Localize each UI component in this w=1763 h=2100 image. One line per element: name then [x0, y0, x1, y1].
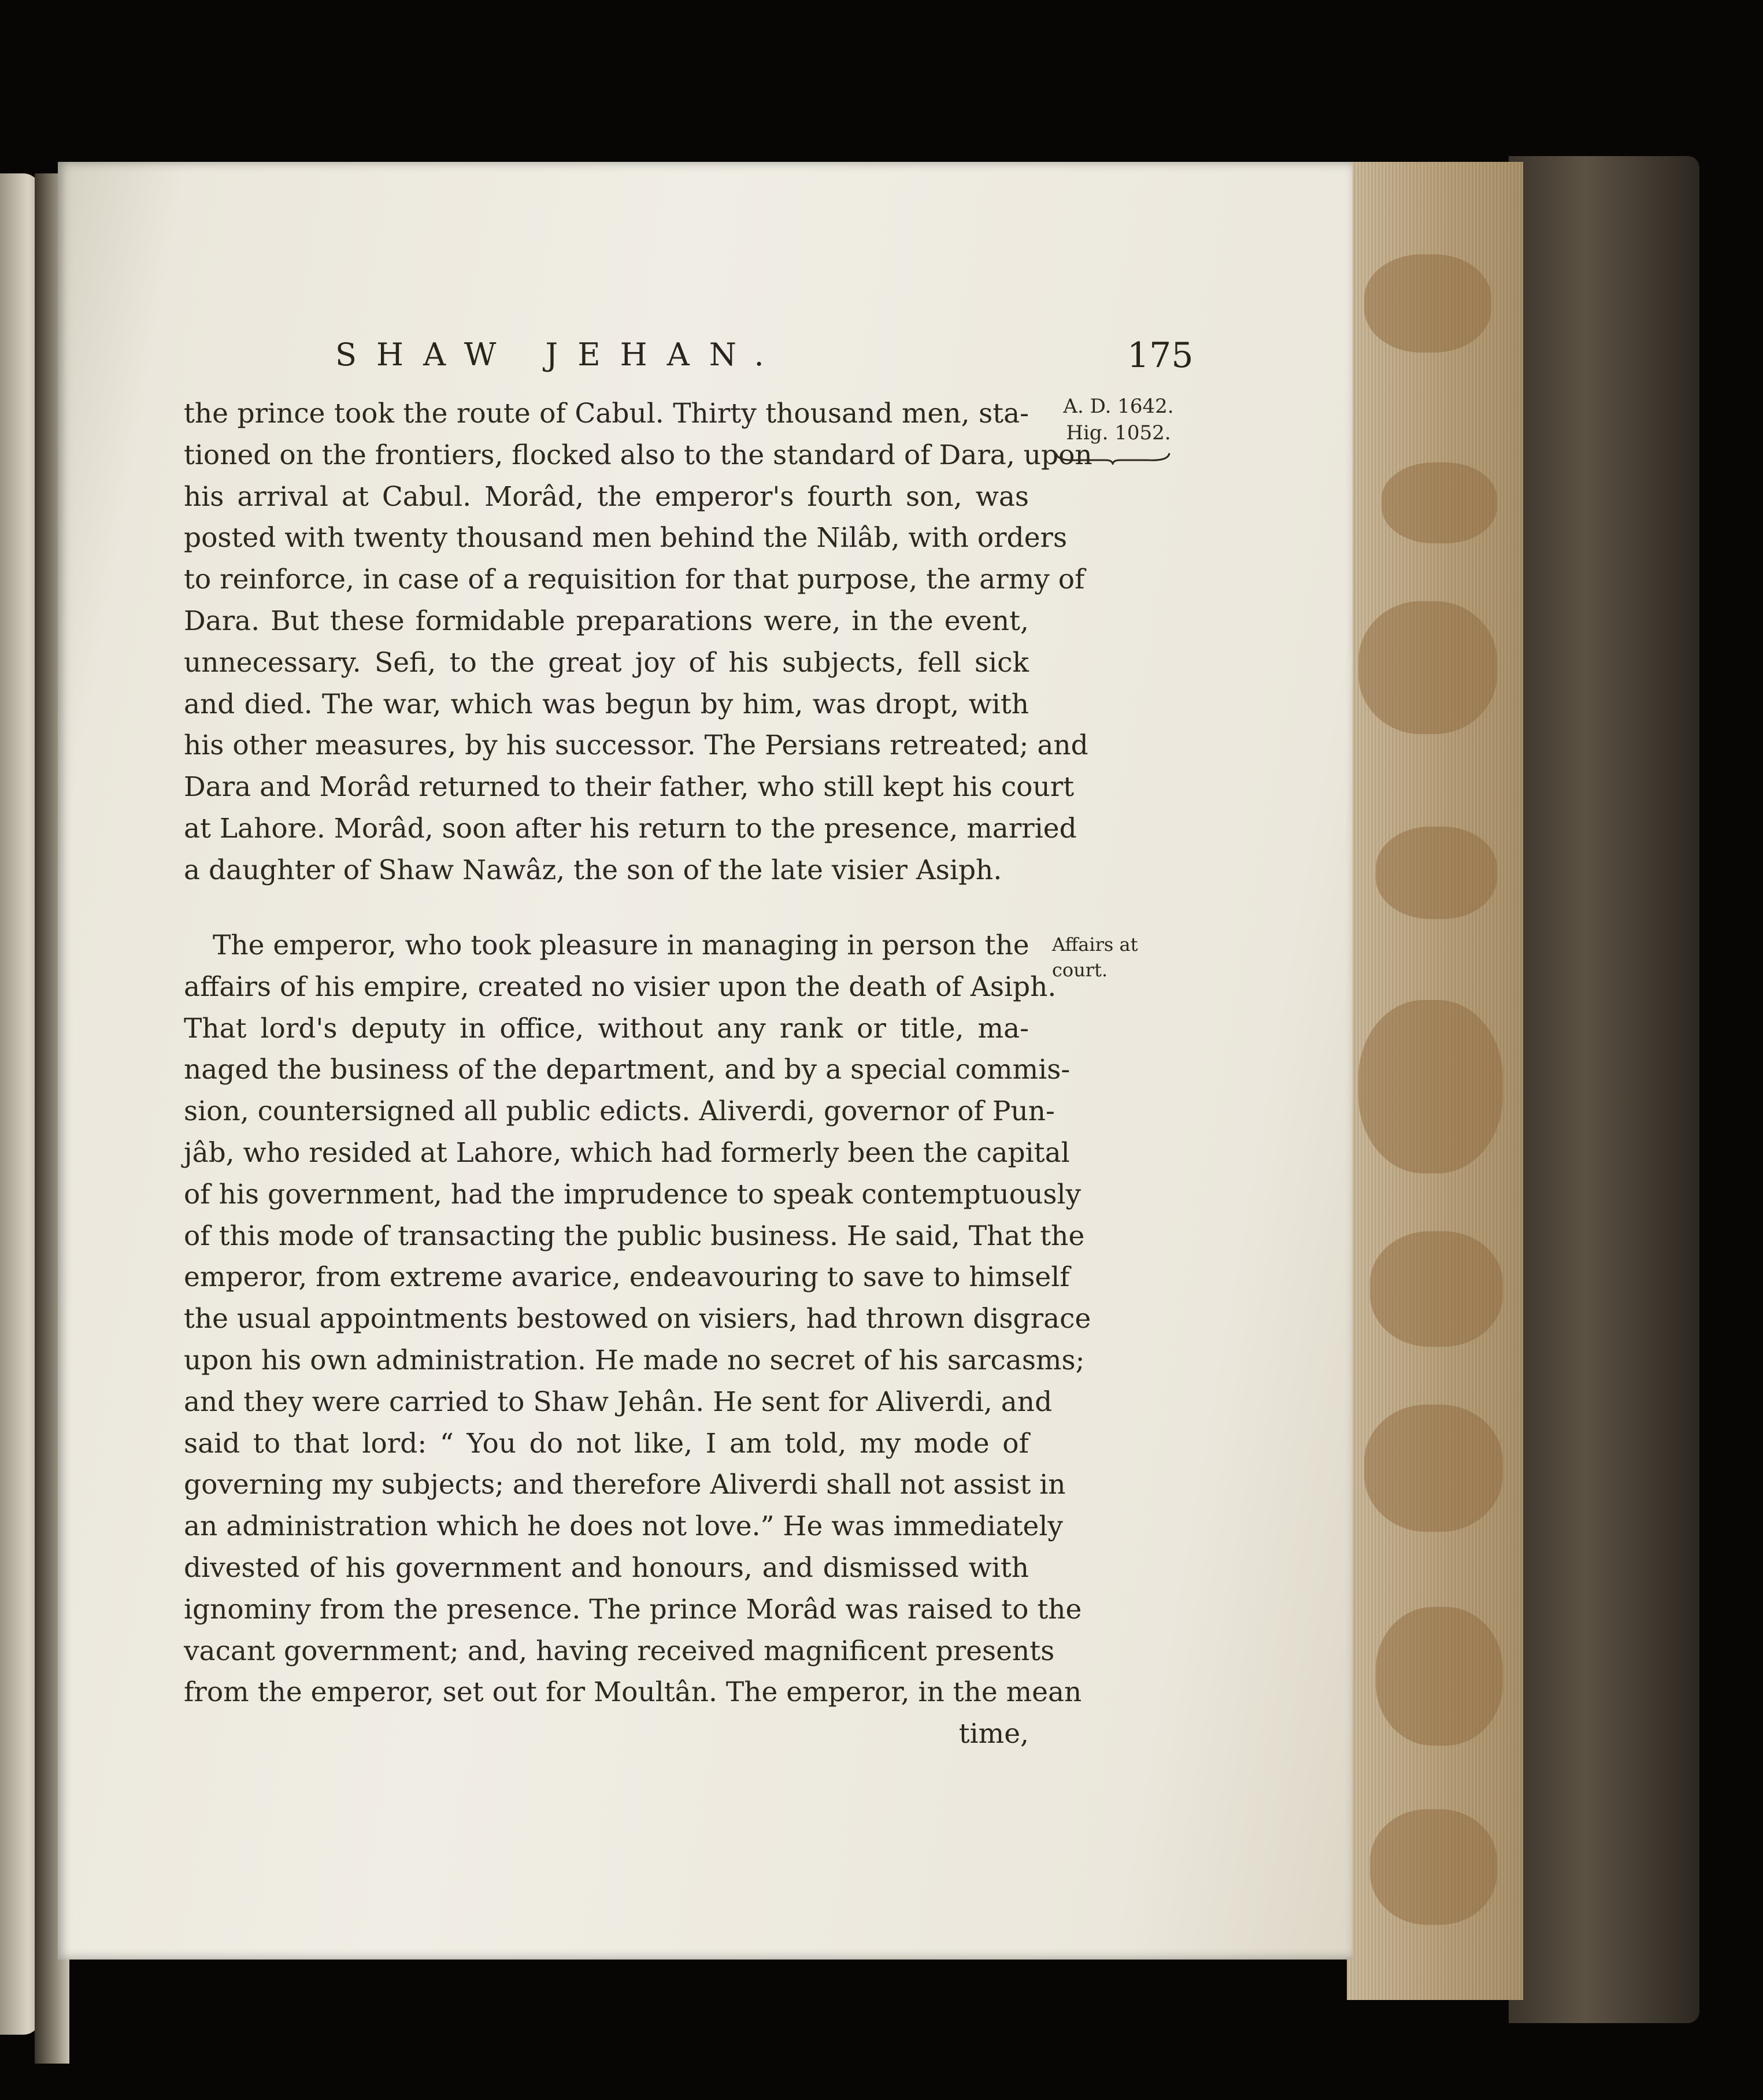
running-title: SHAW JEHAN. [335, 336, 784, 373]
text-line: affairs of his empire, created no visier upon the death of Asiph. [184, 971, 1057, 1003]
text-line: and they were carried to Shaw Jehân. He sent for Aliverdi, and [184, 1386, 1053, 1418]
margin-note-affairs-line2: court. [1052, 959, 1108, 981]
paragraph-1 [184, 393, 1092, 891]
text-line: unnecessary. Sefi, to the great joy of his subjects, fell sick [184, 646, 1029, 679]
text-line: said to that lord: “ You do not like, I am told, my mode of [184, 1427, 1029, 1460]
text-line: jâb, who resided at Lahore, which had formerly been the capital [184, 1136, 1070, 1169]
text-line: emperor, from extreme avarice, endeavouring to save to himself [184, 1261, 1070, 1294]
text-line: tioned on the frontiers, flocked also to the standard of Dara, upon [184, 439, 1092, 471]
text-line: an administration which he does not love.” He was immediately [184, 1510, 1063, 1543]
text-line: of his government, had the imprudence to speak contemptuously [184, 1178, 1081, 1210]
text-line: The emperor, who took pleasure in managing in person the [213, 929, 1029, 961]
page-number: 175 [1127, 335, 1194, 376]
text-line: upon his own administration. He made no secret of his sarcasms; [184, 1344, 1085, 1376]
text-line: to reinforce, in case of a requisition for that purpose, the army of [184, 564, 1085, 596]
text-line: divested of his government and honours, and dismissed with [184, 1551, 1029, 1584]
text-line: ignominy from the presence. The prince Morâd was raised to the [184, 1593, 1082, 1625]
text-line: Dara. But these formidable preparations were, in the event, [184, 605, 1029, 637]
margin-note-year-ad: A. D. 1642. [1063, 395, 1174, 418]
text-line: the usual appointments bestowed on visiers, had thrown disgrace [184, 1303, 1091, 1335]
text-line: vacant government; and, having received magnificent presents [184, 1635, 1055, 1667]
catchword: time, [958, 1718, 1029, 1750]
page-fore-edge [1347, 162, 1523, 2000]
text-line: the prince took the route of Cabul. Thirty thousand men, sta- [184, 398, 1029, 429]
margin-note-affairs [1052, 932, 1156, 983]
text-line: and died. The war, which was begun by him, was dropt, with [184, 688, 1029, 720]
text-line: his other measures, by his successor. The Persians retreated; and [184, 729, 1088, 762]
text-line: posted with twenty thousand men behind the Nilâb, with orders [184, 522, 1068, 554]
text-line: his arrival at Cabul. Morâd, the emperor's fourth son, was [184, 480, 1029, 513]
margin-note-year-hegira: Hig. 1052. [1066, 421, 1171, 445]
running-head [0, 336, 1763, 388]
text-line: of this mode of transacting the public business. He said, That the [184, 1220, 1085, 1252]
text-line: Dara and Morâd returned to their father, who still kept his court [184, 771, 1075, 803]
text-line: at Lahore. Morâd, soon after his return to the presence, married [184, 812, 1077, 845]
book-cover-board [1509, 156, 1699, 2023]
margin-note-date [1052, 393, 1185, 446]
text-line: sion, countersigned all public edicts. Aliverdi, governor of Pun- [184, 1095, 1055, 1128]
text-line: That lord's deputy in office, without any rank or title, ma- [184, 1012, 1029, 1045]
text-line: from the emperor, set out for Moultân. The emperor, in the mean [184, 1676, 1082, 1709]
text-line: governing my subjects; and therefore Aliverdi shall not assist in [184, 1469, 1066, 1501]
margin-note-affairs-line1: Affairs at [1052, 934, 1138, 955]
text-line: a daughter of Shaw Nawâz, the son of the late visier Asiph. [184, 854, 1002, 886]
text-line: naged the business of the department, and by a special commis- [184, 1054, 1071, 1086]
